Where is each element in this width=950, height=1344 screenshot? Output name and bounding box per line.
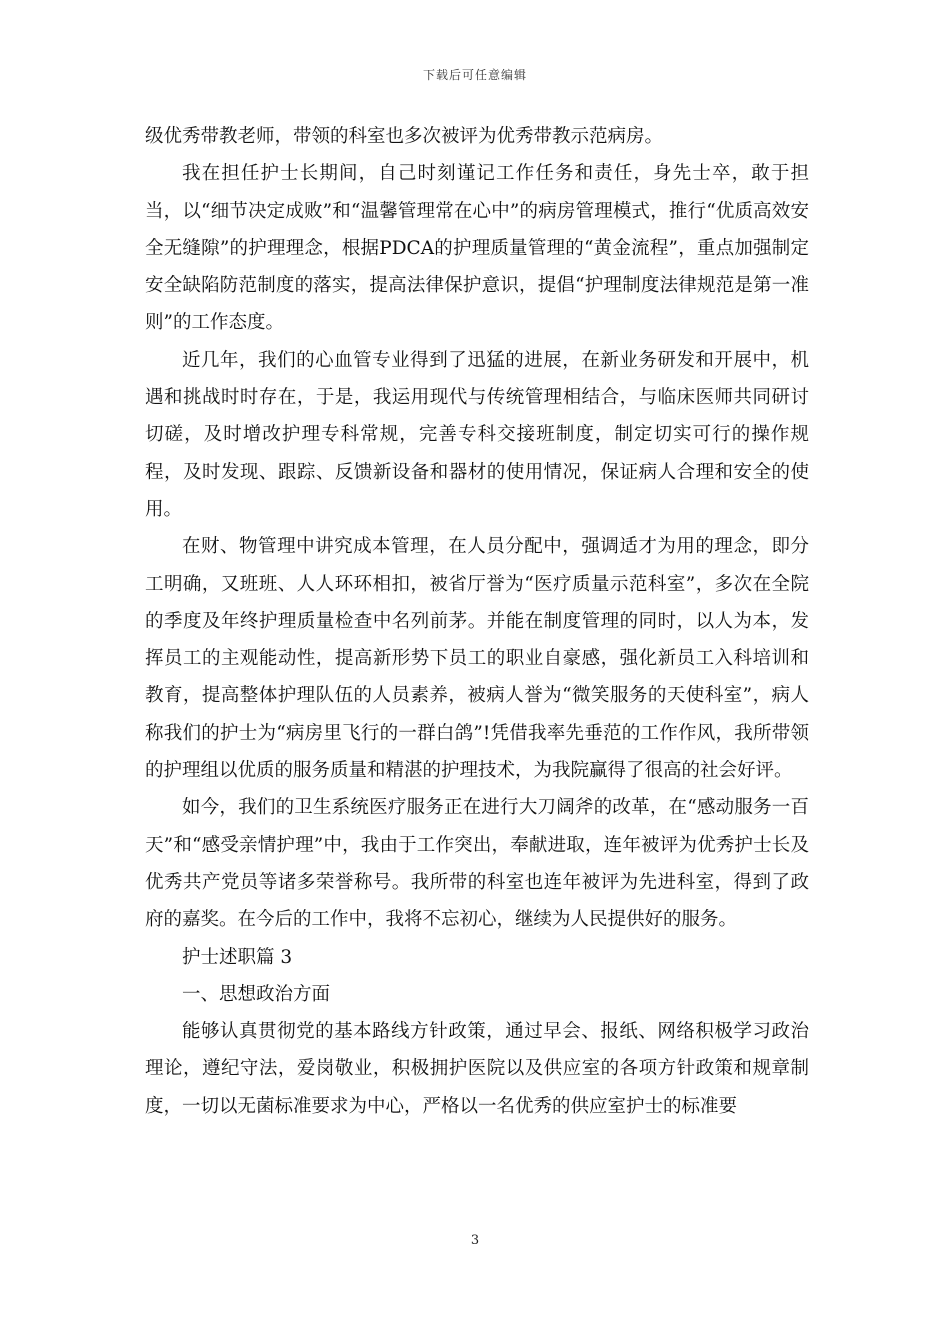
paragraph: 在财、物管理中讲究成本管理，在人员分配中，强调适才为用的理念，即分工明确，又班班、人人环环相扣，被省厅誉为“医疗质量示范科室”，多次在全院的季度及年终护理质量检查中名列前茅。并能在制度管理的同时，以人为本，发挥员工的主观能动性，提高新形势下员工的职业自豪感，强化新员工入科培训和教育，提高整体护理队伍的人员素养，被病人誉为“微笑服务的天使科室”，病人称我们的护士为“病房里飞行的一群白鸽”!凭借我率先垂范的工作作风，我所带领的护理组以优质的服务质量和精湛的护理技术，为我院赢得了很高的社会好评。: [145, 536, 809, 782]
page-number: 3: [470, 1233, 480, 1248]
paragraph: 如今，我们的卫生系统医疗服务正在进行大刀阔斧的改革，在“感动服务一百天”和“感受亲情护理”中，我由于工作突出，奉献进取，连年被评为优秀护士长及优秀共产党员等诸多荣誉称号。我所带的科室也连年被评为先进科室，得到了政府的嘉奖。在今后的工作中，我将不忘初心，继续为人民提供好的服务。: [145, 797, 809, 931]
paragraph: 我在担任护士长期间，自己时刻谨记工作任务和责任，身先士卒，敢于担当，以“细节决定成败”和“温馨管理常在心中”的病房管理模式，推行“优质高效安全无缝隙”的护理理念，根据PDCA的护理质量管理的“黄金流程”，重点加强制定安全缺陷防范制度的落实，提高法律保护意识，提倡“护理制度法律规范是第一准则”的工作态度。: [145, 163, 809, 334]
section-heading: 护士述职篇 3: [182, 946, 293, 968]
subsection-heading: 一、思想政治方面: [182, 983, 331, 1005]
page-header: 下载后可任意编辑: [422, 68, 527, 82]
paragraph: 级优秀带教老师，带领的科室也多次被评为优秀带教示范病房。: [145, 126, 664, 147]
document-body: [145, 118, 809, 1125]
paragraph: 近几年，我们的心血管专业得到了迅猛的进展，在新业务研发和开展中，机遇和挑战时时存在，于是，我运用现代与传统管理相结合，与临床医师共同研讨切磋，及时增改护理专科常规，完善专科交接班制度，制定切实可行的操作规程，及时发现、跟踪、反馈新设备和器材的使用情况，保证病人合理和安全的使用。: [145, 349, 809, 520]
paragraph: 能够认真贯彻党的基本路线方针政策，通过早会、报纸、网络积极学习政治理论，遵纪守法，爱岗敬业，积极拥护医院以及供应室的各项方针政策和规章制度，一切以无菌标准要求为中心，严格以一名优秀的供应室护士的标准要: [145, 1021, 809, 1117]
